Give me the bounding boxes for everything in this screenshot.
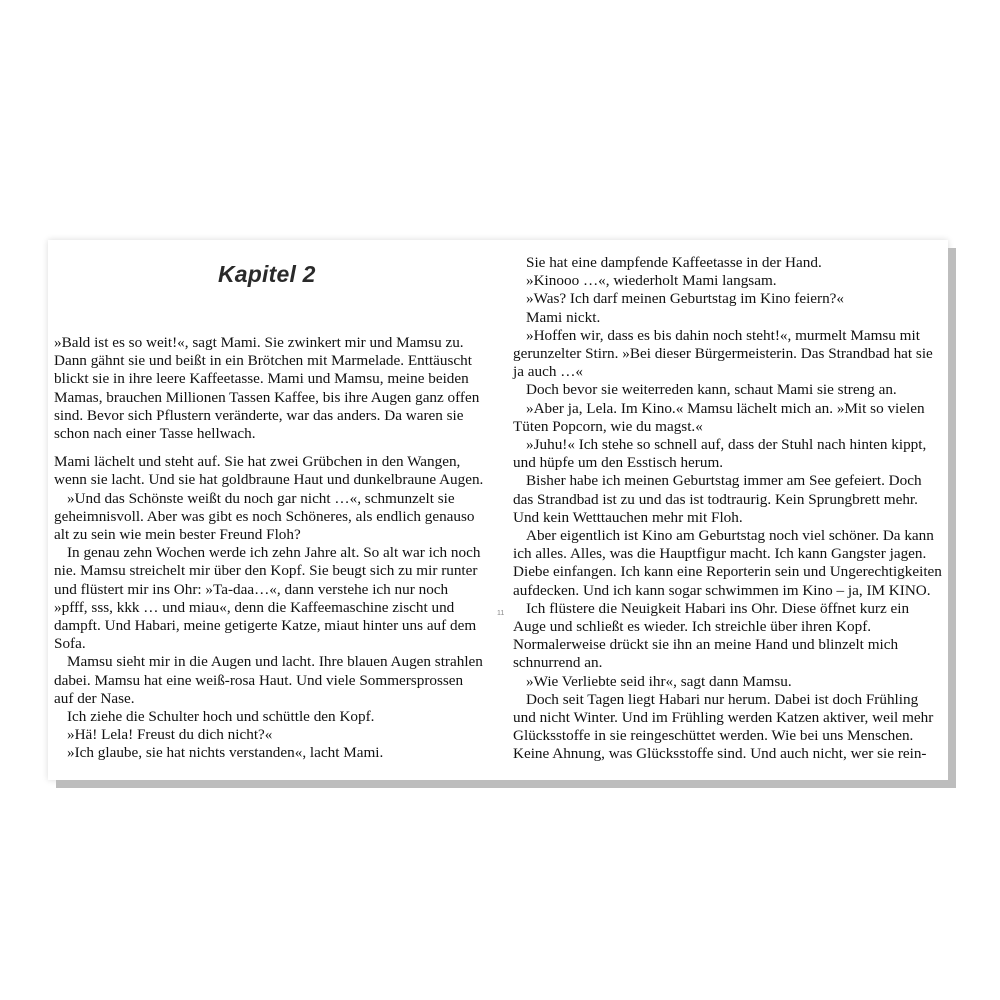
paragraph: Mami lächelt und steht auf. Sie hat zwei Grübchen in den Wangen, wenn sie lacht. Und sie hat goldbraune Haut und dunkelbraune Augen. [54, 453, 484, 489]
book-spread [48, 240, 948, 780]
paragraph: »Bald ist es so weit!«, sagt Mami. Sie zwinkert mir und Mamsu zu. Dann gähnt sie und beißt in ein Brötchen mit Marmelade. Enttäuscht blickt sie in ihre leere Kaffeetasse. Mami und Mamsu, meine beiden Mamas, brauchen Millionen Tassen Kaffee, bis ihre Augen ganz offen sind. Bevor sich Pflustern veränderte, war das anders. Da waren sie schon nach einer Tasse hellwach. [54, 334, 480, 443]
paragraph: Mami nickt. [526, 308, 601, 326]
paragraph: »Juhu!« Ich stehe so schnell auf, dass der Stuhl nach hinten kippt, und hüpfe um den Esstisch herum. [513, 436, 927, 472]
paragraph: Bisher habe ich meinen Geburtstag immer am See gefeiert. Doch das Strandbad ist zu und das ist todtraurig. Kein Sprungbrett mehr. Und kein Wetttauchen mehr mit Floh. [513, 472, 922, 526]
paragraph: In genau zehn Wochen werde ich zehn Jahre alt. So alt war ich noch nie. Mamsu streichelt mir über den Kopf. Sie beugt sich zu mir runter und flüstert mir ins Ohr: »Ta-daa…«, dann verstehe ich nur noch »pfff, sss, kkk … und miau«, denn die Kaffeemaschine zischt und dampft. Und Habari, meine getigerte Katze, miaut hinter uns auf dem Sofa. [54, 544, 481, 653]
paragraph: »Ich glaube, sie hat nichts verstanden«, lacht Mami. [67, 744, 384, 762]
paragraph: »Was? Ich darf meinen Geburtstag im Kino feiern?« [526, 290, 845, 308]
paragraph-gap [54, 443, 484, 453]
page-number: 11 [497, 610, 505, 617]
paragraph: Aber eigentlich ist Kino am Geburtstag noch viel schöner. Da kann ich alles. Alles, was die Hauptfigur macht. Ich kann Gangster jagen. Diebe einfangen. Ich kann eine Reporterin sein und Ungerechtigkeiten aufdecken. Und ich kann sogar schwimmen im Kino – ja, IM KINO. [513, 527, 942, 599]
right-page [513, 254, 943, 764]
paragraph: Sie hat eine dampfende Kaffeetasse in der Hand. [526, 254, 822, 271]
paragraph: Doch seit Tagen liegt Habari nur herum. Dabei ist doch Frühling und nicht Winter. Und im Frühling werden Katzen aktiver, weil mehr Glücksstoffe in sie reingeschüttet werden. Wie bei uns Menschen. Keine Ahnung, was Glücksstoffe sind. Und auch nicht, wer sie rein- [513, 690, 934, 763]
paragraph: »Und das Schönste weißt du noch gar nicht …«, schmunzelt sie geheimnisvoll. Aber was gibt es noch Schöneres, als endlich genauso alt zu sein wie mein bester Freund Floh? [54, 489, 475, 544]
paragraph: »Kinooo …«, wiederholt Mami langsam. [526, 272, 777, 290]
paragraph: Ich ziehe die Schulter hoch und schüttle den Kopf. [67, 708, 375, 726]
paragraph: »Aber ja, Lela. Im Kino.« Mamsu lächelt mich an. »Mit so vielen Tüten Popcorn, wie du magst.« [513, 399, 925, 435]
paragraph: »Wie Verliebte seid ihr«, sagt dann Mamsu. [526, 672, 792, 690]
paragraph: »Hä! Lela! Freust du dich nicht?« [67, 726, 273, 744]
paragraph: Doch bevor sie weiterreden kann, schaut Mami sie streng an. [526, 381, 897, 399]
left-page-text [54, 334, 484, 763]
chapter-title: Kapitel 2 [218, 261, 316, 287]
paragraph: Mamsu sieht mir in die Augen und lacht. Ihre blauen Augen strahlen dabei. Mamsu hat eine weiß-rosa Haut. Und viele Sommersprossen auf der Nase. [54, 653, 483, 707]
paragraph: Ich flüstere die Neuigkeit Habari ins Ohr. Diese öffnet kurz ein Auge und schließt es wieder. Ich streichle über ihren Kopf. Normalerweise drückt sie ihn an meine Hand und blinzelt mich schnurrend an. [513, 599, 910, 672]
paragraph: »Hoffen wir, dass es bis dahin noch steht!«, murmelt Mamsu mit gerunzelter Stirn. »Bei dieser Bürgermeisterin. Das Strandbad hat sie ja auch …« [513, 326, 933, 381]
